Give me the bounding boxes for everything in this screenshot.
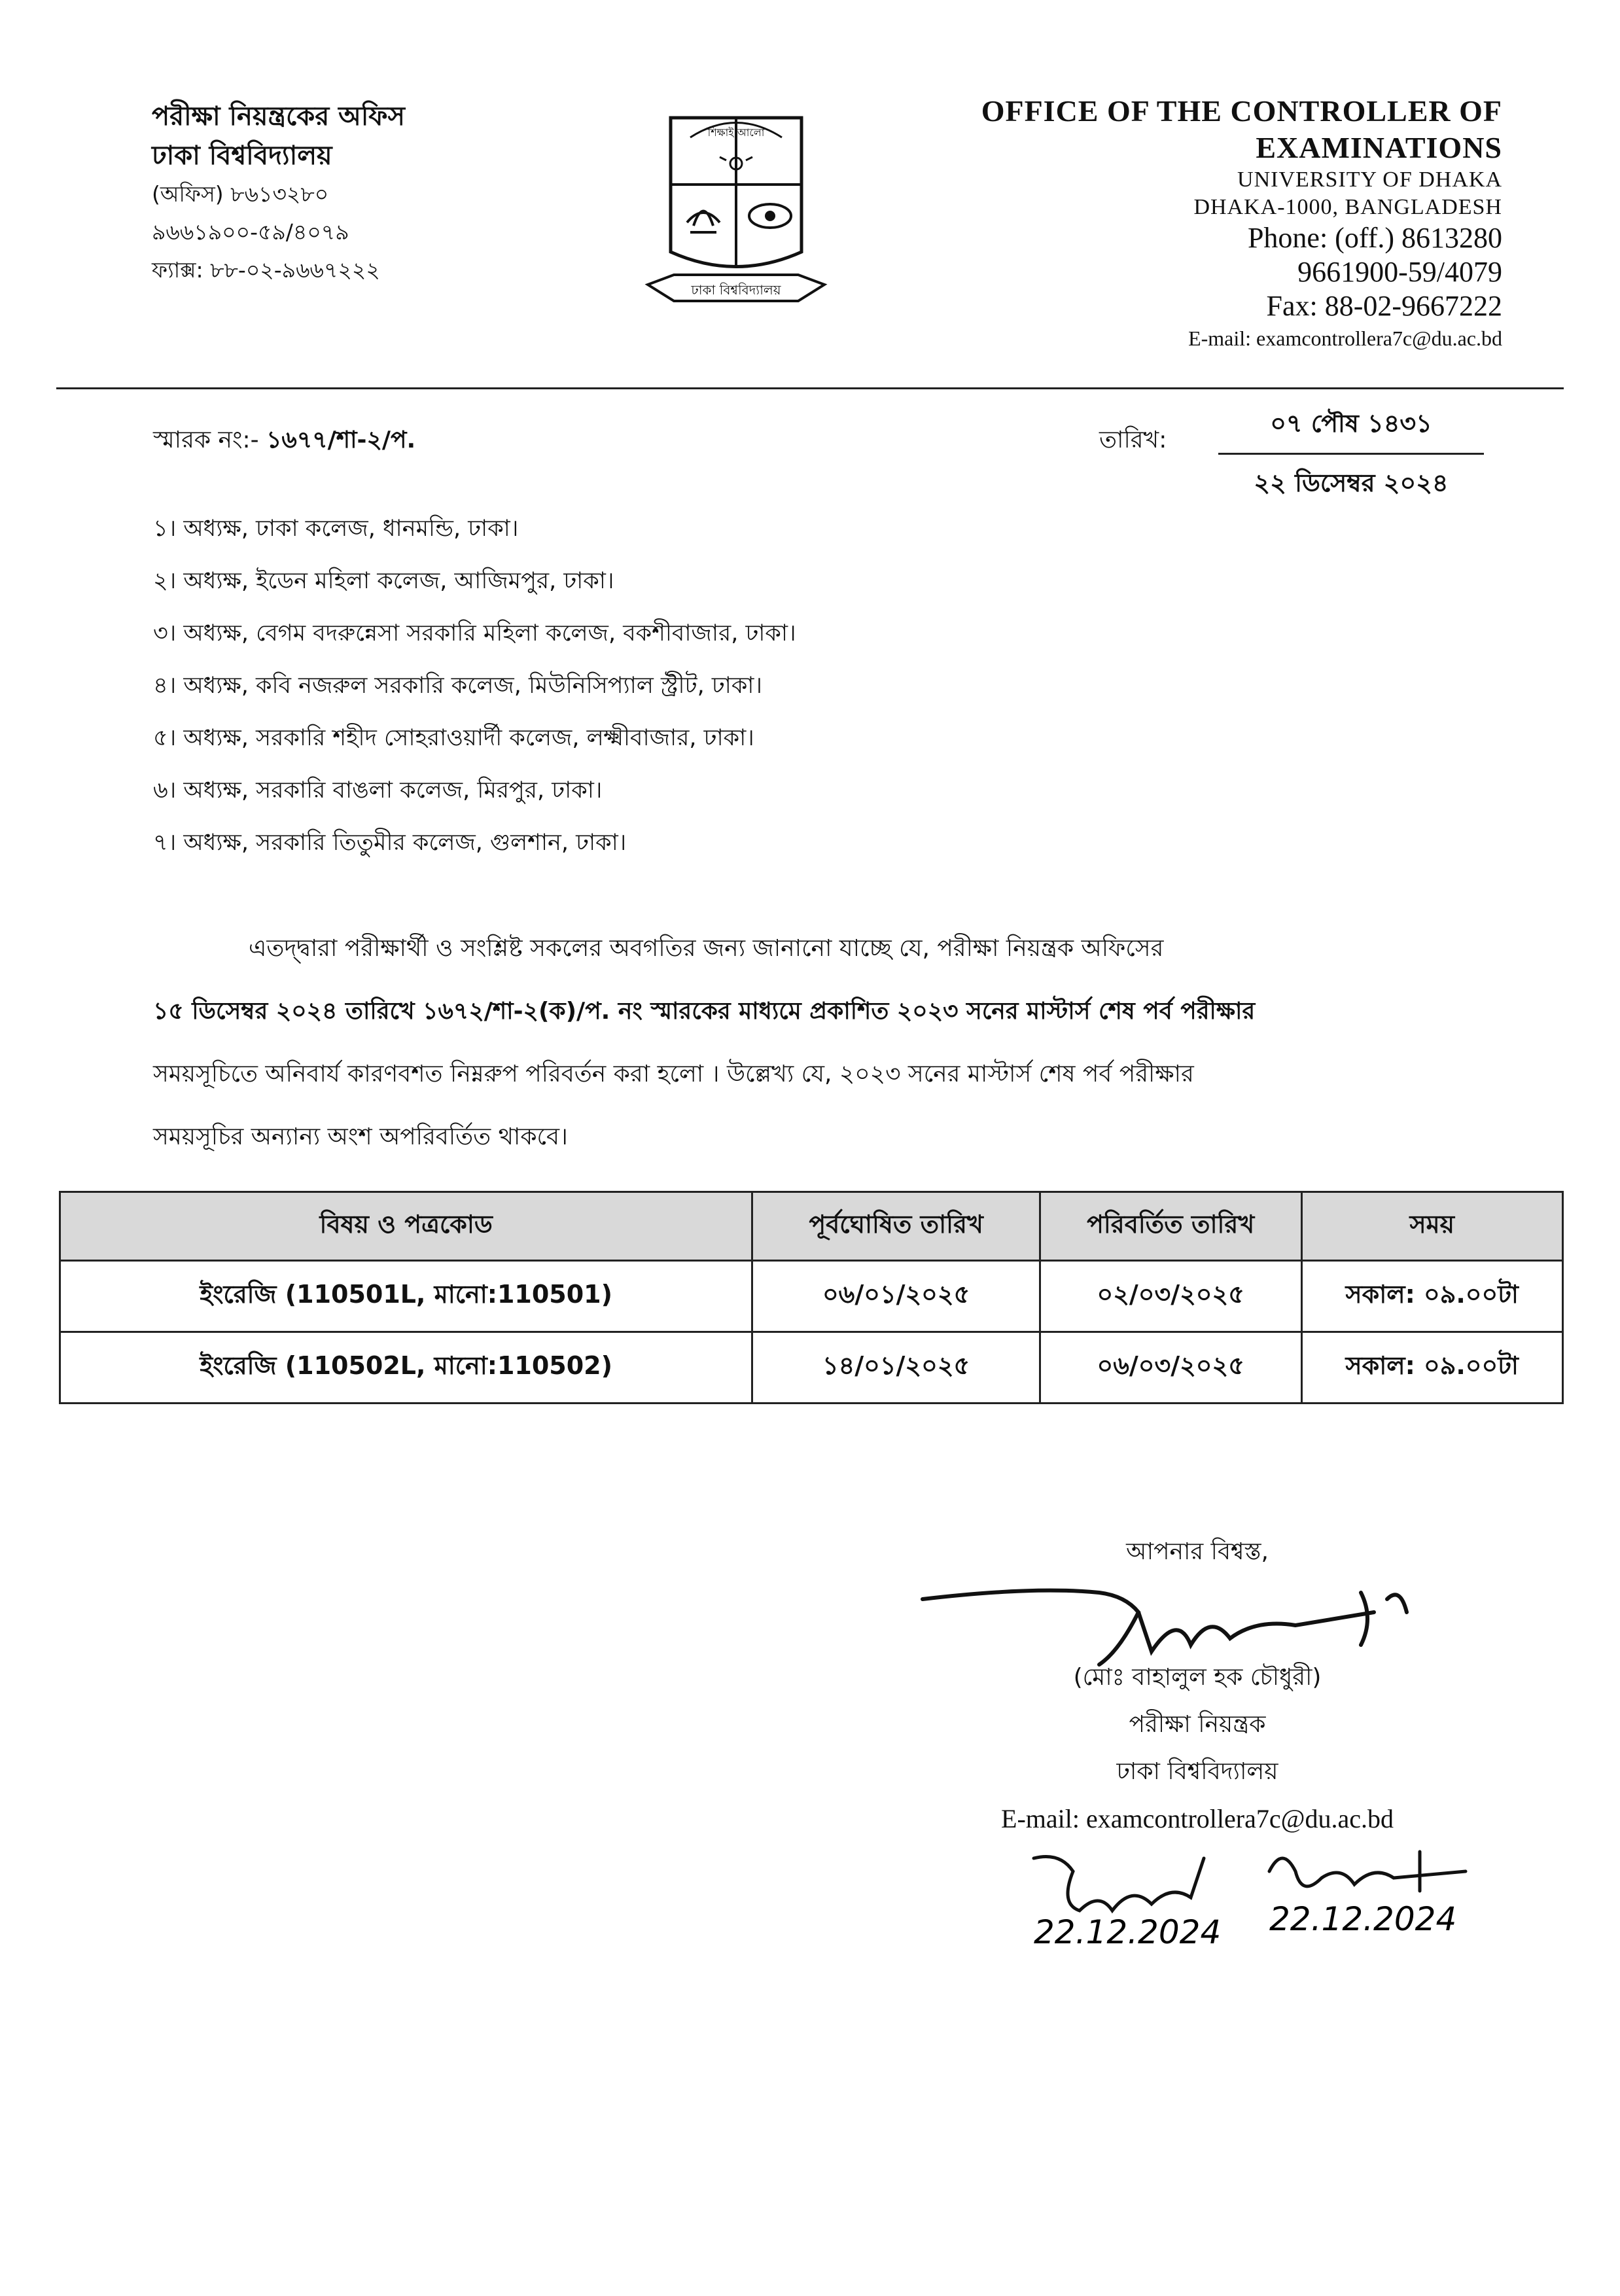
list-item: ৫। অধ্যক্ষ, সরকারি শহীদ সোহরাওয়ার্দী কলেজ, লক্ষ্মীবাজার, ঢাকা।	[153, 725, 754, 751]
cell-revised-date: ০৬/০৩/২০২৫	[1040, 1332, 1301, 1404]
cell-time: সকাল: ০৯.০০টা	[1301, 1332, 1563, 1404]
lotus-icon	[687, 211, 720, 233]
logo-motto: শিক্ষাই আলো	[707, 126, 765, 139]
university-name-bn: ঢাকা বিশ্ববিদ্যালয়	[152, 141, 332, 171]
col-header-previous-date: পূর্বঘোষিত তারিখ	[752, 1192, 1040, 1261]
initial-date-2: 22.12.2024	[1269, 1900, 1457, 1938]
initial-signature-2	[1256, 1839, 1479, 1943]
list-item: ২। অধ্যক্ষ, ইডেন মহিলা কলেজ, আজিমপুর, ঢাকা।	[153, 568, 614, 594]
memo-number: ১৬৭৭/শা-২/প.	[266, 427, 416, 453]
office-title-bn: পরীক্ষা নিয়ন্ত্রকের অফিস	[152, 101, 405, 132]
address-en: DHAKA-1000, BANGLADESH	[1193, 195, 1502, 219]
cell-time: সকাল: ০৯.০০টা	[1301, 1261, 1563, 1332]
fax-en: Fax: 88-02-9667222	[1266, 290, 1502, 322]
office-title-en-line2: EXAMINATIONS	[1256, 131, 1502, 164]
office-title-en-line1: OFFICE OF THE CONTROLLER OF	[981, 94, 1502, 128]
phone2-en: 9661900-59/4079	[1297, 256, 1502, 288]
list-item: ৬। অধ্যক্ষ, সরকারি বাঙলা কলেজ, মিরপুর, ঢাকা।	[153, 777, 603, 804]
university-logo	[644, 111, 828, 327]
university-name-en: UNIVERSITY OF DHAKA	[1237, 168, 1502, 192]
fax-bn: ফ্যাক্স: ৮৮-০২-৯৬৬৭২২২	[152, 257, 380, 283]
date-label: তারিখ:	[1099, 427, 1167, 453]
cell-previous-date: ১৪/০১/২০২৫	[752, 1332, 1040, 1404]
email-en: E-mail: examcontrollera7c@du.ac.bd	[1188, 327, 1502, 350]
office-phone-bn: (অফিস) ৮৬১৩২৮০	[152, 181, 329, 207]
body-line-4: সময়সূচির অন্যান্য অংশ অপরিবর্তিত থাকবে।	[153, 1123, 568, 1150]
notice-body	[153, 917, 1472, 1169]
date-bangla: ০৭ পৌষ ১৪৩১	[1218, 404, 1484, 455]
schedule-table	[59, 1191, 1564, 1404]
body-line-3: সময়সূচিতে অনিবার্য কারণবশত নিম্নরুপ পরিবর্তন করা হলো । উল্লেখ্য যে, ২০২৩ সনের মাস্টার্স শেষ পর্ব পরীক্ষার	[153, 1061, 1194, 1087]
signatory-designation: পরীক্ষা নিয়ন্ত্রক	[1129, 1711, 1266, 1738]
table-row	[60, 1332, 1563, 1404]
signatory-name: (মোঃ বাহালুল হক চৌধুরী)	[1073, 1664, 1322, 1691]
col-header-subject: বিষয় ও পত্রকোড	[60, 1192, 752, 1261]
memo-number-line	[153, 422, 415, 461]
col-header-time: সময়	[1301, 1192, 1563, 1261]
list-item: ৩। অধ্যক্ষ, বেগম বদরুন্নেসা সরকারি মহিলা কলেজ, বকশীবাজার, ঢাকা।	[153, 620, 796, 646]
logo-banner-text: ঢাকা বিশ্ববিদ্যালয়	[691, 282, 781, 298]
body-line-2: ১৫ ডিসেম্বর ২০২৪ তারিখে ১৬৭২/শা-২(ক)/প. নং স্মারকের মাধ্যমে প্রকাশিত ২০২৩ সনের মাস্টার্স শেষ পর্ব পরীক্ষার	[153, 998, 1256, 1025]
body-line-1: এতদ্দ্বারা পরীক্ষার্থী ও সংশ্লিষ্ট সকলের অবগতির জন্য জানানো যাচ্ছে যে, পরীক্ষা নিয়ন্ত্রক অফিসের	[249, 935, 1164, 962]
header-divider	[56, 387, 1564, 389]
phone2-bn: ৯৬৬১৯০০-৫৯/৪০৭৯	[152, 219, 349, 245]
date-english: ২২ ডিসেম্বর ২০২৪	[1254, 468, 1449, 497]
phone1-en: Phone: (off.) 8613280	[1247, 222, 1502, 254]
handwritten-signature	[903, 1573, 1426, 1684]
cell-revised-date: ০২/০৩/২০২৫	[1040, 1261, 1301, 1332]
initial-signature-1	[1021, 1845, 1256, 1956]
closing-text: আপনার বিশ্বস্ত,	[1126, 1538, 1269, 1565]
signatory-university: ঢাকা বিশ্ববিদ্যালয়	[1116, 1758, 1278, 1785]
list-item: ৭। অধ্যক্ষ, সরকারি তিতুমীর কলেজ, গুলশান, ঢাকা।	[153, 830, 627, 856]
cell-subject: ইংরেজি (110501L, মানো:110501)	[60, 1261, 752, 1332]
signatory-email: E-mail: examcontrollera7c@du.ac.bd	[1001, 1804, 1394, 1833]
recipient-list	[153, 503, 796, 869]
date-block	[1218, 404, 1484, 506]
cell-previous-date: ০৬/০১/২০২৫	[752, 1261, 1040, 1332]
col-header-revised-date: পরিবর্তিত তারিখ	[1040, 1192, 1301, 1261]
table-row	[60, 1261, 1563, 1332]
cell-subject: ইংরেজি (110502L, মানো:110502)	[60, 1332, 752, 1404]
list-item: ১। অধ্যক্ষ, ঢাকা কলেজ, ধানমন্ডি, ঢাকা।	[153, 516, 519, 542]
initial-date-1: 22.12.2024	[1034, 1913, 1222, 1951]
header-right-block	[848, 93, 1502, 353]
table-header-row	[60, 1192, 1563, 1261]
list-item: ৪। অধ্যক্ষ, কবি নজরুল সরকারি কলেজ, মিউনিসিপ্যাল স্ট্রীট, ঢাকা।	[153, 673, 762, 699]
header-left-block	[152, 97, 518, 289]
memo-label: স্মারক নং:-	[153, 427, 259, 453]
